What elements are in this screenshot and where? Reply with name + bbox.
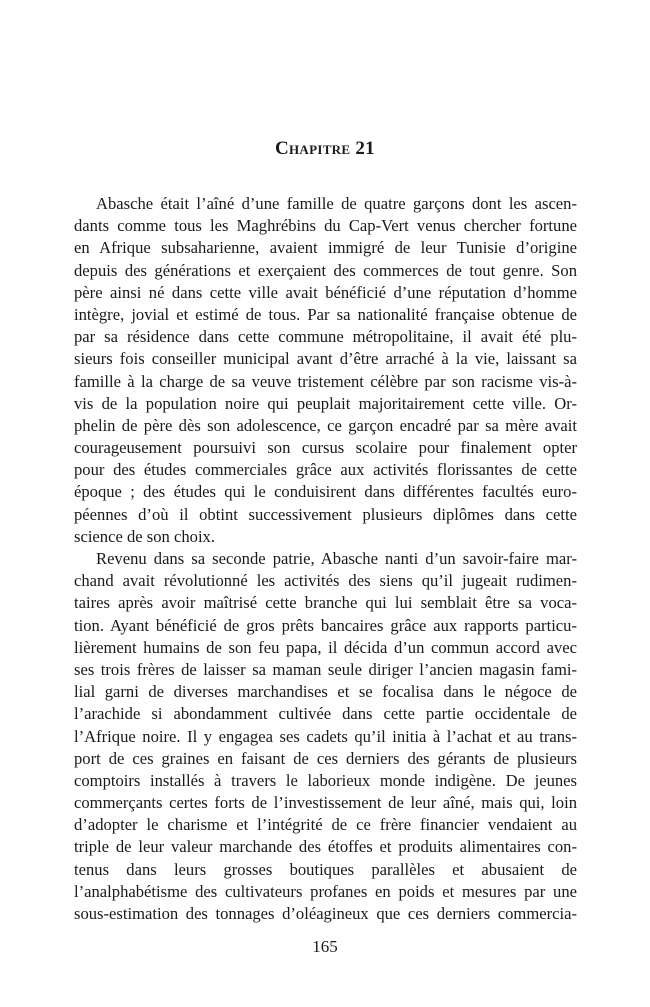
- text-line: science de son choix.: [74, 526, 215, 546]
- body-text: [74, 193, 577, 925]
- text-line: vis de la population noire qui peuplait majoritairement cette ville. Or-: [74, 393, 577, 413]
- text-line: famille à la charge de sa veuve tristement célèbre par son racisme vis-à-: [74, 371, 577, 391]
- text-line: père ainsi né dans cette ville avait bénéficié d’une réputation d’homme: [74, 282, 577, 302]
- text-line: pour des études commerciales grâce aux activités florissantes de cette: [74, 460, 577, 480]
- text-line: ses trois frères de laisser sa maman seule diriger l’ancien magasin fami-: [74, 659, 577, 679]
- text-line: port de ces graines en faisant de ces derniers des gérants de plusieurs: [74, 748, 577, 768]
- paragraph-2: [74, 548, 577, 925]
- text-line: sieurs fois conseiller municipal avant d’être arraché à la vie, laissant sa: [74, 349, 577, 369]
- text-line: intègre, jovial et estimé de tous. Par sa nationalité française obtenue de: [74, 304, 577, 324]
- text-line: tenus dans leurs grosses boutiques parallèles et abusaient de: [74, 859, 577, 879]
- text-line: depuis des générations et exerçaient des commerces de tout genre. Son: [74, 260, 577, 280]
- text-line: lièrement humains de son feu papa, il décida d’un commun accord avec: [74, 637, 577, 657]
- text-line: courageusement poursuivi son cursus scolaire pour finalement opter: [74, 438, 577, 458]
- text-line: l’Afrique noire. Il y engagea ses cadets qu’il initia à l’achat et au trans-: [74, 726, 577, 746]
- page-number: 165: [312, 937, 338, 956]
- text-line: taires après avoir maîtrisé cette branche qui lui semblait être sa voca-: [74, 593, 577, 613]
- text-line: par sa résidence dans cette commune métropolitaine, il avait été plu-: [74, 327, 577, 347]
- text-line: en Afrique subsaharienne, avaient immigré de leur Tunisie d’origine: [74, 238, 577, 258]
- text-line: tion. Ayant bénéficié de gros prêts bancaires grâce aux rapports particu-: [74, 615, 577, 635]
- text-line: époque ; des études qui le conduisirent dans différentes facultés euro-: [74, 482, 577, 502]
- text-line: phelin de père dès son adolescence, ce garçon encadré par sa mère avait: [74, 415, 577, 435]
- text-line: sous-estimation des tonnages d’oléagineux que ces derniers commercia-: [74, 904, 577, 923]
- text-line: Revenu dans sa seconde patrie, Abasche nanti d’un savoir-faire mar-: [96, 549, 577, 568]
- text-line: l’arachide si abondamment cultivée dans cette partie occidentale de: [74, 704, 577, 724]
- text-line: comptoirs installés à travers le laborieux monde indigène. De jeunes: [74, 770, 577, 790]
- text-line: péennes d’où il obtint successivement plusieurs diplômes dans cette: [74, 504, 577, 524]
- paragraph-1: [74, 193, 577, 548]
- text-line: d’adopter le charisme et l’intégrité de ce frère financier vendaient au: [74, 815, 577, 835]
- text-line: lial garni de diverses marchandises et se focalisa dans le négoce de: [74, 682, 577, 702]
- text-line: commerçants certes forts de l’investissement de leur aîné, mais qui, loin: [74, 793, 577, 813]
- chapter-title: Chapitre 21: [274, 138, 375, 159]
- text-line: chand avait révolutionné les activités des siens qu’il jugeait rudimen-: [74, 571, 577, 591]
- text-line: l’analphabétisme des cultivateurs profanes en poids et mesures par une: [74, 881, 577, 901]
- text-line: triple de leur valeur marchande des étoffes et produits alimentaires con-: [74, 837, 577, 857]
- text-line: Abasche était l’aîné d’une famille de quatre garçons dont les ascen-: [96, 194, 577, 213]
- text-line: dants comme tous les Maghrébins du Cap-Vert venus chercher fortune: [74, 216, 577, 236]
